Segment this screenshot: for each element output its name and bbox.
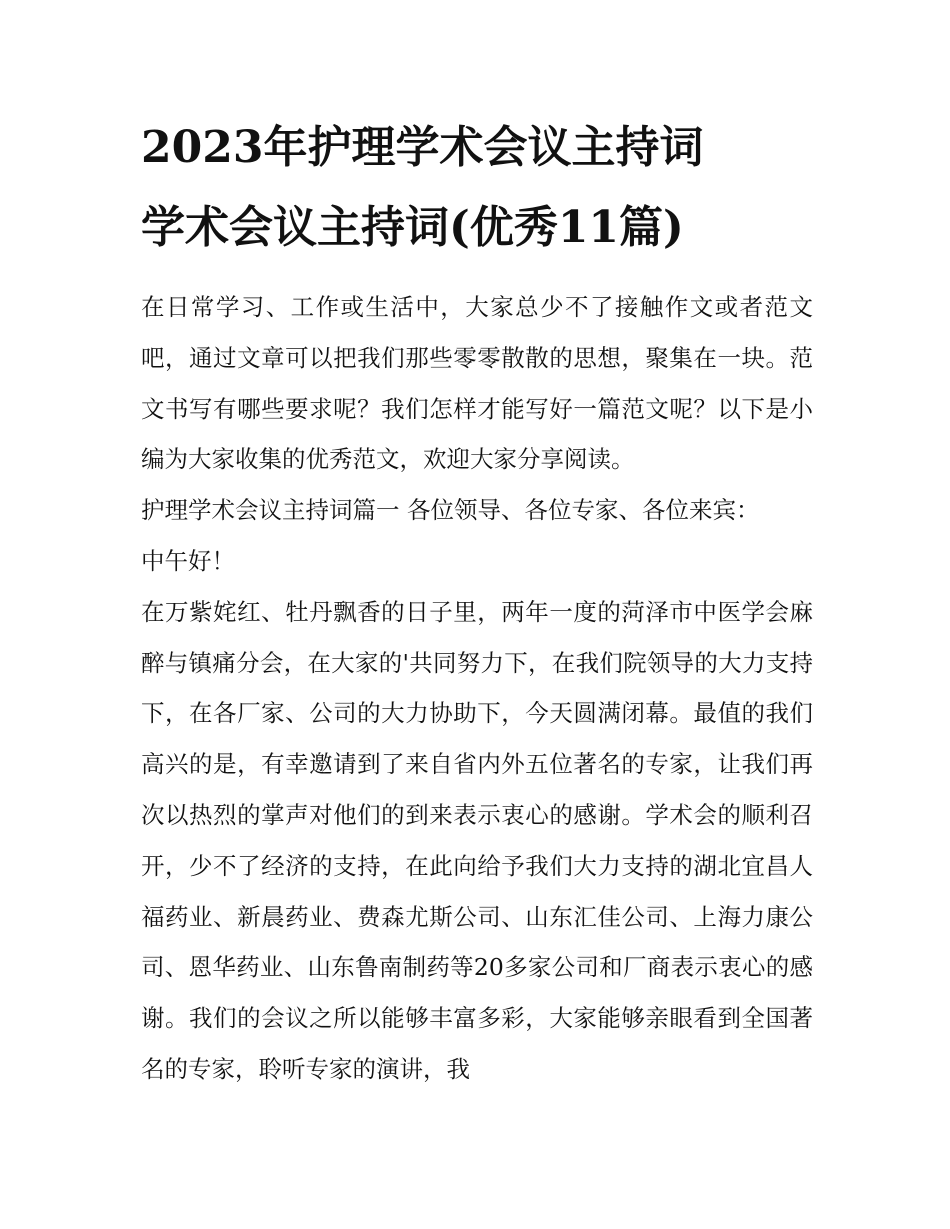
section-heading-paragraph: 护理学术会议主持词篇一 各位领导、各位专家、各位来宾： — [141, 496, 760, 525]
greeting-paragraph: 中午好！ — [141, 546, 235, 575]
intro-paragraph: 在日常学习、工作或生活中，大家总少不了接触作文或者范文吧，通过文章可以把我们那些零零散散的思想，聚集在一块。范文书写有哪些要求呢？我们怎样才能写好一篇范文呢？以下是小编为大家收集的优秀范文，欢迎大家分享阅读。 — [141, 293, 813, 474]
document-title: 2023年护理学术会议主持词 — [141, 122, 704, 173]
main-paragraph: 在万紫姹红、牡丹飘香的日子里，两年一度的菏泽市中医学会麻醉与镇痛分会，在大家的'共同努力下，在我们院领导的大力支持下，在各厂家、公司的大力协助下，今天圆满闭幕。最值的我们高兴的是，有幸邀请到了来自省内外五位著名的专家，让我们再次以热烈的掌声对他们的到来表示衷心的感谢。学术会的顺利召开，少不了经济的支持，在此向给予我们大力支持的湖北宜昌人福药业、新晨药业、费森尤斯公司、山东汇佳公司、上海力康公司、恩华药业、山东鲁南制药等20多家公司和厂商表示衷心的感谢。我们的会议之所以能够丰富多彩，大家能够亲眼看到全国著名的专家，聆听专家的演讲，我 — [141, 597, 813, 1083]
document-body — [141, 282, 813, 1095]
document-subtitle: 学术会议主持词(优秀11篇) — [141, 202, 684, 253]
document-page — [141, 118, 813, 1095]
